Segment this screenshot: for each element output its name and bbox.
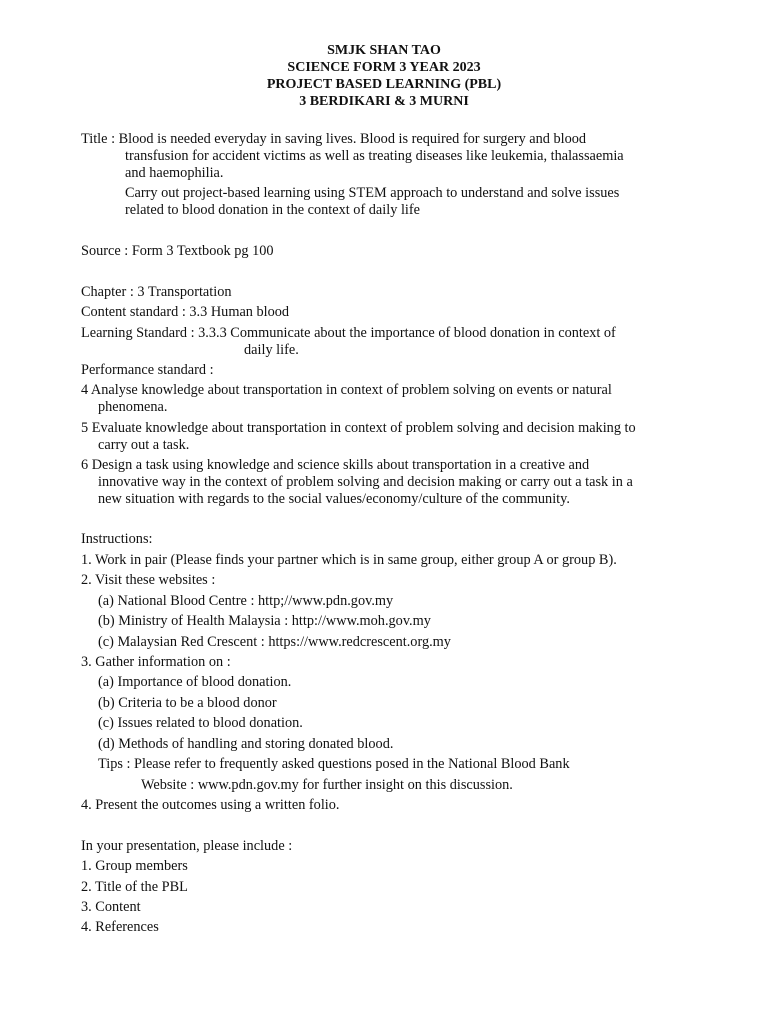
title-line-4: Carry out project-based learning using STEM approach to understand and solve issues	[125, 185, 620, 201]
instruction-2: 2. Visit these websites :	[81, 572, 216, 588]
website-national-blood-centre: (a) National Blood Centre : http;//www.pdn.gov.my	[98, 593, 394, 609]
tips-line-1: Tips : Please refer to frequently asked questions posed in the National Blood Bank	[98, 756, 570, 772]
source-line: Source : Form 3 Textbook pg 100	[81, 243, 274, 259]
gather-item-a: (a) Importance of blood donation.	[98, 674, 292, 690]
chapter-line: Chapter : 3 Transportation	[81, 284, 232, 300]
project-type: PROJECT BASED LEARNING (PBL)	[266, 77, 502, 92]
title-line-5: related to blood donation in the context of daily life	[125, 202, 420, 218]
performance-4-line-2: phenomena.	[98, 399, 168, 415]
subject-year: SCIENCE FORM 3 YEAR 2023	[287, 60, 481, 75]
performance-5-line-2: carry out a task.	[98, 437, 190, 453]
class-names: 3 BERDIKARI & 3 MURNI	[299, 94, 469, 109]
presentation-item: 4. References	[81, 919, 159, 935]
website-red-crescent: (c) Malaysian Red Crescent : https://www.redcrescent.org.my	[98, 634, 451, 650]
gather-item-b: (b) Criteria to be a blood donor	[98, 695, 277, 711]
document-header	[0, 42, 768, 110]
performance-6-line-3: new situation with regards to the social values/economy/culture of the community.	[98, 491, 570, 507]
performance-5-line-1: 5 Evaluate knowledge about transportation in context of problem solving and decision making to	[81, 420, 636, 436]
tips-line-2: Website : www.pdn.gov.my for further insight on this discussion.	[141, 777, 513, 793]
performance-6-line-2: innovative way in the context of problem solving and decision making or carry out a task in a	[98, 474, 633, 490]
performance-4-line-1: 4 Analyse knowledge about transportation in context of problem solving on events or natural	[81, 382, 612, 398]
instruction-1: 1. Work in pair (Please finds your partner which is in same group, either group A or group B).	[81, 552, 617, 568]
title-line-1: Title : Blood is needed everyday in saving lives. Blood is required for surgery and blood	[81, 131, 587, 147]
learning-standard-line-2: daily life.	[244, 342, 299, 358]
title-line-3: and haemophilia.	[125, 165, 224, 181]
website-ministry-of-health: (b) Ministry of Health Malaysia : http://www.moh.gov.my	[98, 613, 431, 629]
learning-standard-line-1: Learning Standard : 3.3.3 Communicate about the importance of blood donation in context of	[81, 325, 616, 341]
instructions-heading: Instructions:	[81, 531, 153, 547]
presentation-heading: In your presentation, please include :	[81, 838, 293, 854]
gather-item-c: (c) Issues related to blood donation.	[98, 715, 303, 731]
title-line-2: transfusion for accident victims as well as treating diseases like leukemia, thalassaemia	[125, 148, 624, 164]
content-standard-line: Content standard : 3.3 Human blood	[81, 304, 290, 320]
instruction-3: 3. Gather information on :	[81, 654, 231, 670]
presentation-item: 2. Title of the PBL	[81, 879, 188, 895]
school-name: SMJK SHAN TAO	[327, 43, 441, 58]
performance-6-line-1: 6 Design a task using knowledge and science skills about transportation in a creative and	[81, 457, 590, 473]
presentation-item: 3. Content	[81, 899, 141, 915]
presentation-item: 1. Group members	[81, 858, 188, 874]
gather-item-d: (d) Methods of handling and storing donated blood.	[98, 736, 394, 752]
performance-heading: Performance standard :	[81, 362, 214, 378]
instruction-4: 4. Present the outcomes using a written folio.	[81, 797, 340, 813]
